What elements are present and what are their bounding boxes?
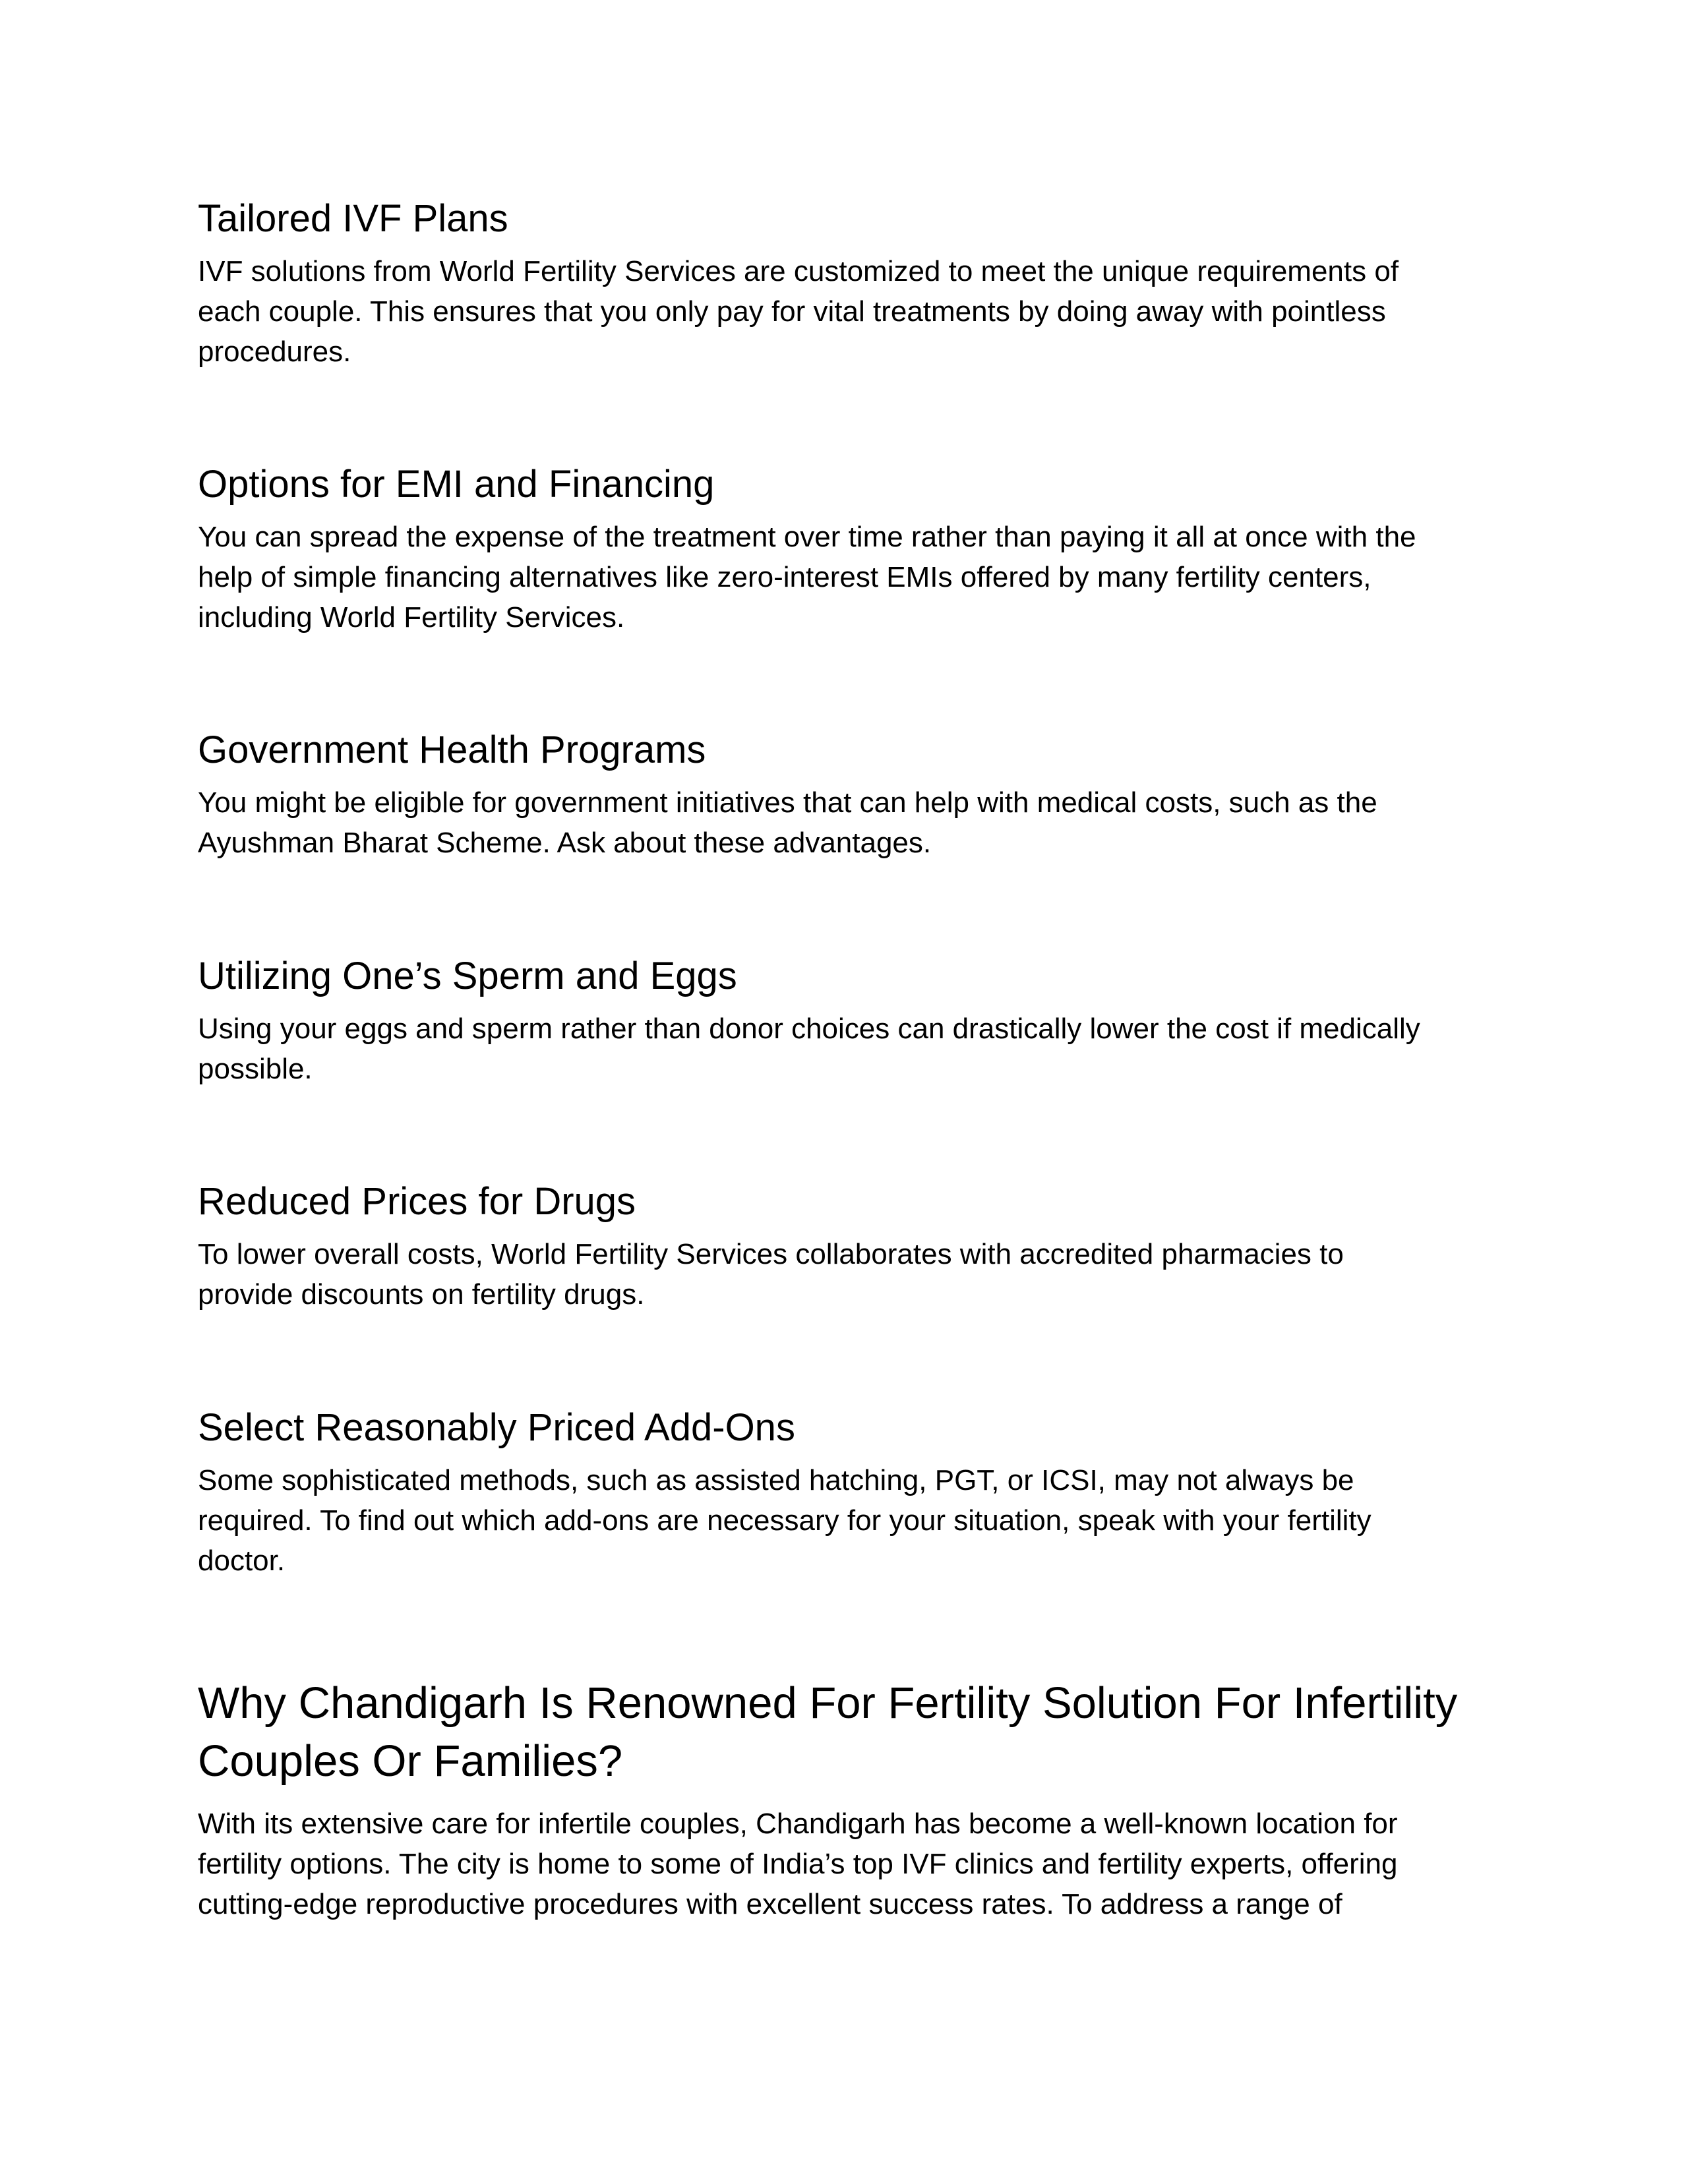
section-why-chandigarh [198, 1674, 1490, 1924]
paragraph-line: procedures. [198, 336, 351, 368]
section-paragraph [198, 517, 1490, 637]
section-government-health-programs [198, 727, 1490, 863]
paragraph-line: each couple. This ensures that you only pay for vital treatments by doing away with pointless [198, 295, 1386, 328]
section-heading: Utilizing One’s Sperm and Eggs [198, 955, 737, 997]
section-paragraph [198, 782, 1490, 863]
main-heading [198, 1674, 1490, 1790]
heading-line: Why Chandigarh Is Renowned For Fertility Solution For Infertility [198, 1678, 1458, 1728]
paragraph-line: possible. [198, 1053, 313, 1085]
paragraph-line: Some sophisticated methods, such as assisted hatching, PGT, or ICSI, may not always be [198, 1464, 1354, 1496]
paragraph-line: You can spread the expense of the treatment over time rather than paying it all at once with the [198, 521, 1416, 553]
section-paragraph [198, 1804, 1490, 1924]
section-heading: Options for EMI and Financing [198, 463, 715, 506]
paragraph-line: With its extensive care for infertile couples, Chandigarh has become a well-known location for [198, 1808, 1398, 1840]
paragraph-line: fertility options. The city is home to some of India’s top IVF clinics and fertility experts, offering [198, 1848, 1398, 1880]
section-emi-financing [198, 461, 1490, 637]
paragraph-line: including World Fertility Services. [198, 601, 625, 634]
paragraph-line: required. To find out which add-ons are necessary for your situation, speak with your fertility [198, 1504, 1372, 1537]
paragraph-line: To lower overall costs, World Fertility Services collaborates with accredited pharmacies to [198, 1238, 1344, 1270]
paragraph-line: Ayushman Bharat Scheme. Ask about these advantages. [198, 827, 932, 859]
section-paragraph [198, 1460, 1490, 1581]
section-priced-add-ons [198, 1405, 1490, 1581]
section-reduced-drug-prices [198, 1179, 1490, 1314]
section-heading: Select Reasonably Priced Add-Ons [198, 1406, 795, 1449]
section-heading: Government Health Programs [198, 728, 706, 771]
section-heading: Reduced Prices for Drugs [198, 1180, 636, 1223]
heading-line: Couples Or Families? [198, 1736, 623, 1786]
paragraph-line: doctor. [198, 1545, 286, 1577]
paragraph-line: You might be eligible for government initiatives that can help with medical costs, such as the [198, 786, 1377, 819]
paragraph-line: IVF solutions from World Fertility Services are customized to meet the unique requirements of [198, 255, 1399, 287]
paragraph-line: help of simple financing alternatives like zero-interest EMIs offered by many fertility centers, [198, 561, 1372, 593]
section-paragraph [198, 1234, 1490, 1314]
paragraph-line: provide discounts on fertility drugs. [198, 1278, 645, 1311]
section-paragraph [198, 1009, 1490, 1089]
section-heading: Tailored IVF Plans [198, 197, 508, 240]
paragraph-line: cutting-edge reproductive procedures with excellent success rates. To address a range of [198, 1888, 1342, 1920]
section-own-sperm-eggs [198, 953, 1490, 1089]
paragraph-line: Using your eggs and sperm rather than donor choices can drastically lower the cost if medically [198, 1013, 1420, 1045]
section-paragraph [198, 251, 1490, 372]
section-tailored-ivf-plans [198, 196, 1490, 372]
